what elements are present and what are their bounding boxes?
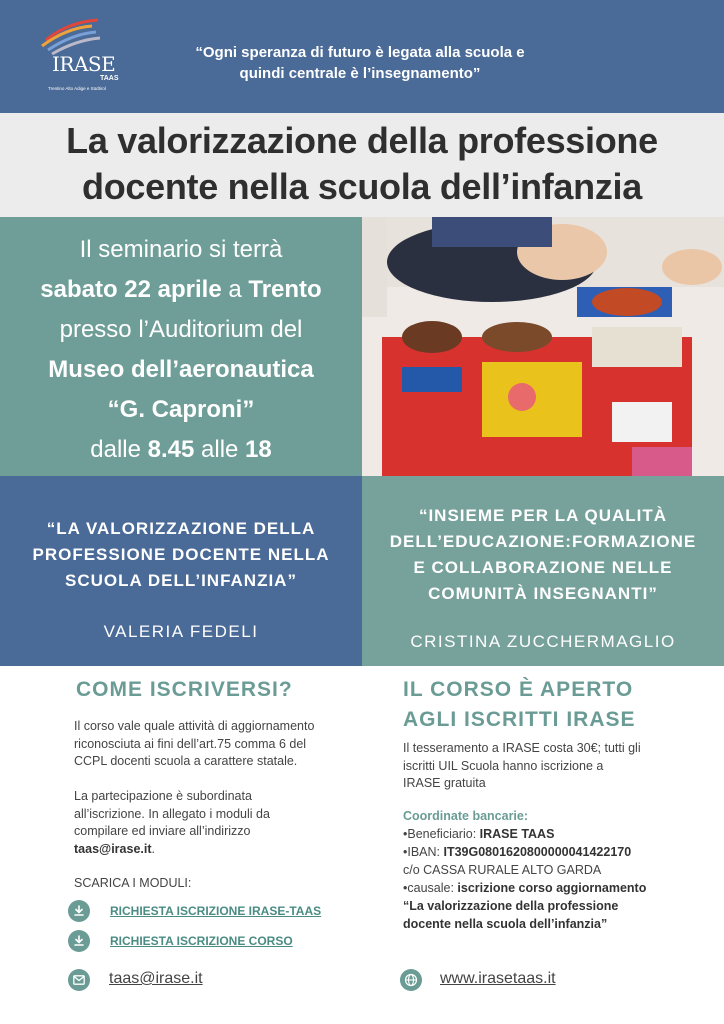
seminar-connector: alle [194, 436, 246, 463]
seminar-venue [0, 350, 362, 390]
bank-line [403, 915, 703, 933]
heading-line: AGLI ISCRITTI IRASE [403, 708, 636, 731]
paragraph-line: CCPL docenti scuola a carattere statale. [74, 754, 298, 768]
paragraph-line: IRASE gratuita [403, 776, 486, 790]
talk-title [362, 503, 724, 607]
course-paragraph [403, 740, 703, 793]
seminar-line: Il seminario si terrà [79, 236, 283, 263]
download-icon [68, 900, 90, 922]
seminar-connector: dalle [90, 436, 148, 463]
seminar-start-time: 8.45 [147, 436, 195, 463]
enroll-heading: COME ISCRIVERSI? [76, 678, 293, 701]
bank-line [403, 843, 703, 861]
bank-line [403, 879, 703, 897]
download-link-irase[interactable] [68, 900, 321, 922]
talk-title [0, 516, 362, 594]
seminar-venue-line: Museo dell’aeronautica [48, 356, 314, 383]
download-icon [68, 930, 90, 952]
bank-label: •Beneficiario: [403, 827, 480, 841]
lego-photo [362, 217, 724, 476]
page-title [0, 118, 724, 210]
talk-title-line: “INSIEME PER LA QUALITÀ [418, 506, 668, 525]
bank-line: c/o CASSA RURALE ALTO GARDA [403, 863, 602, 877]
talk-speaker: CRISTINA ZUCCHERMAGLIO [410, 632, 676, 651]
irase-logo [38, 18, 128, 96]
paragraph-line: riconosciuta ai fini dell’art.75 comma 6 del [74, 736, 307, 751]
course-heading [403, 675, 636, 735]
globe-icon [400, 969, 422, 991]
seminar-venue [0, 390, 362, 430]
bank-value: docente nella scuola dell’infanzia” [403, 917, 608, 931]
header-banner [0, 0, 724, 113]
logo-tagline: Trentino Alto Adige e Südtirol [48, 86, 106, 91]
paragraph-line [74, 841, 374, 859]
bank-value: IRASE TAAS [479, 827, 555, 841]
talk-title-line: PROFESSIONE DOCENTE NELLA [32, 545, 330, 564]
punctuation: . [151, 841, 155, 856]
talk-title-line: COMUNITÀ INSEGNANTI” [428, 584, 658, 603]
paragraph-line: La partecipazione è subordinata [74, 789, 252, 803]
logo-suffix: TAAS [100, 75, 119, 82]
enroll-paragraph-1 [74, 718, 374, 771]
enroll-email[interactable]: taas@irase.it [74, 841, 152, 856]
talk-title-line: “LA VALORIZZAZIONE DELLA [46, 519, 316, 538]
motto-line: “Ogni speranza di futuro è legata alla scuola e [195, 44, 525, 61]
heading-line: IL CORSO È APERTO [403, 678, 634, 701]
talk-title-line: SCUOLA DELL’INFANZIA” [65, 571, 297, 590]
seminar-city: Trento [248, 276, 322, 303]
seminar-date: sabato 22 aprile [40, 276, 222, 303]
bank-details-title: Coordinate bancarie: [403, 809, 529, 823]
seminar-end-time: 18 [245, 436, 272, 463]
paragraph-line: iscritti UIL Scuola hanno iscrizione a [403, 758, 604, 773]
seminar-info-text [0, 230, 362, 470]
talk-speaker: VALERIA FEDELI [103, 622, 259, 641]
paragraph-line: Il tesseramento a IRASE costa 30€; tutti gli [403, 741, 641, 755]
motto-line: quindi centrale è l’insegnamento” [239, 65, 481, 82]
bank-line [403, 825, 703, 843]
title-line: docente nella scuola dell’infanzia [82, 166, 642, 207]
seminar-connector: a [221, 276, 249, 303]
download-link-corso[interactable] [68, 930, 293, 952]
paragraph-line: Il corso vale quale attività di aggiornamento [74, 719, 315, 733]
bank-label: •IBAN: [403, 845, 444, 859]
seminar-date-line [0, 270, 362, 310]
bank-value: “La valorizzazione della professione [403, 899, 619, 913]
paragraph-line: all’iscrizione. In allegato i moduli da [74, 806, 270, 821]
talk-title-line: DELL’EDUCAZIONE:FORMAZIONE [389, 532, 697, 551]
bank-details [403, 825, 703, 933]
talk-title-line: E COLLABORAZIONE NELLE [413, 558, 673, 577]
bank-label: •causale: [403, 881, 458, 895]
iban-value: IT39G0801620800000041422170 [443, 845, 632, 859]
bank-value: iscrizione corso aggiornamento [457, 881, 647, 895]
seminar-time-line [0, 430, 362, 470]
bank-line [403, 897, 703, 915]
footer-email-link[interactable]: taas@irase.it [109, 970, 203, 987]
talk-panel-fedeli [0, 476, 362, 666]
enroll-paragraph-2 [74, 788, 374, 858]
paragraph-line: compilare ed inviare all’indirizzo [74, 824, 251, 838]
seminar-line: presso l’Auditorium del [59, 316, 303, 343]
seminar-venue-line: “G. Caproni” [107, 396, 255, 423]
motto-quote [175, 42, 545, 84]
download-link-label[interactable]: RICHIESTA ISCRIZIONE CORSO [110, 934, 293, 948]
talk-panel-zucchermaglio [362, 476, 724, 666]
download-label: SCARICA I MODULI: [74, 876, 192, 890]
mail-icon [68, 969, 90, 991]
download-link-label[interactable]: RICHIESTA ISCRIZIONE IRASE-TAAS [110, 904, 322, 918]
footer-website-link[interactable]: www.irasetaas.it [440, 970, 556, 987]
logo-wordmark: IRASE [52, 52, 116, 76]
title-line: La valorizzazione della professione [66, 120, 658, 161]
